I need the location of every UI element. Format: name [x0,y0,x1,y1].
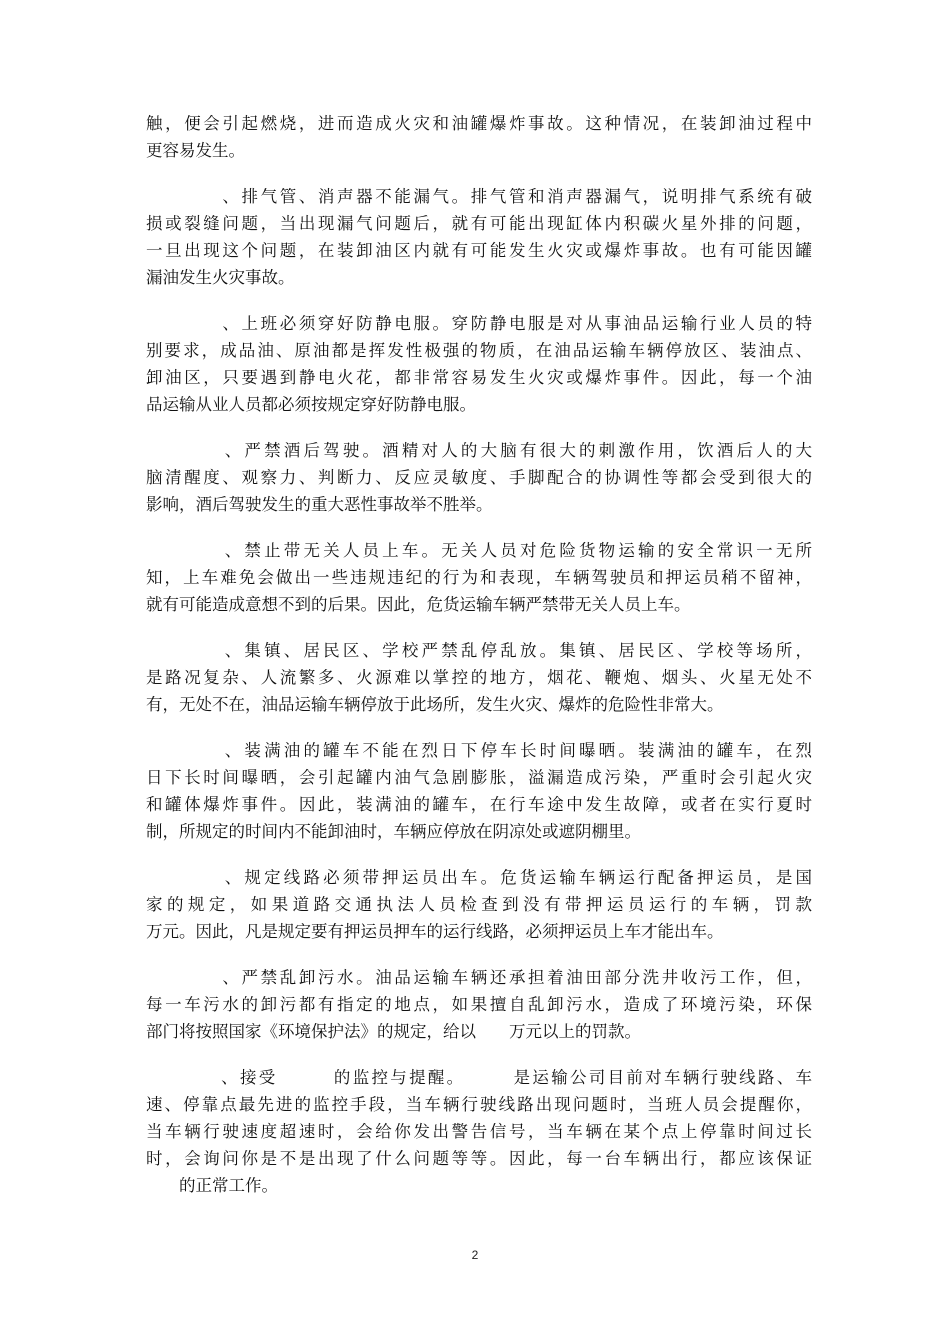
paragraph [146,1064,812,1199]
text-line: 、上班必须穿好防静电服。穿防静电服是对从事油品运输行业人员的特 [146,314,812,333]
text-line: 影响，酒后驾驶发生的重大恶性事故举不胜举。 [146,495,493,514]
text-line: 触，便会引起燃烧，进而造成火灾和油罐爆炸事故。这种情况，在装卸油过程中 [146,114,812,133]
text-line: 制，所规定的时间内不能卸油时，车辆应停放在阴凉处或遮阴棚里。 [146,822,641,841]
text-line: 一旦出现这个问题，在装卸油区内就有可能发生火灾或爆炸事故。也有可能因罐 [146,241,812,260]
text-line: 每一车污水的卸污都有指定的地点，如果擅自乱卸污水，造成了环境污染，环保 [146,995,812,1014]
text-line: 、集镇、居民区、学校严禁乱停乱放。集镇、居民区、学校等场所， [146,641,812,660]
paragraph [146,183,812,291]
text-line: 漏油发生火灾事故。 [146,268,295,287]
body-text [146,110,812,1218]
text-line: 日下长时间曝晒，会引起罐内油气急剧膨胀，溢漏造成污染，严重时会引起火灾 [146,768,812,787]
text-line: 、装满油的罐车不能在烈日下停车长时间曝晒。装满油的罐车，在烈 [146,741,812,760]
paragraph [146,437,812,518]
text-line: 部门将按照国家《环境保护法》的规定，给以 万元以上的罚款。 [146,1022,641,1041]
text-line: 有，无处不在，油品运输车辆停放于此场所，发生火灾、爆炸的危险性非常大。 [146,695,724,714]
text-line: 就有可能造成意想不到的后果。因此，危货运输车辆严禁带无关人员上车。 [146,595,691,614]
paragraph [146,637,812,718]
text-line: 家的规定，如果道路交通执法人员检查到没有带押运员运行的车辆，罚款 [146,895,812,914]
page-number: 2 [471,1248,479,1262]
text-line: 时，会询问你是不是出现了什么问题等等。因此，每一台车辆出行，都应该保证 [146,1149,812,1168]
text-line: 、接受 的监控与提醒。 是运输公司目前对车辆行驶线路、车 [146,1068,812,1087]
paragraph [146,737,812,845]
text-line: 和罐体爆炸事件。因此，装满油的罐车，在行车途中发生故障，或者在实行夏时 [146,795,812,814]
text-line: 是路况复杂、人流繁多、火源难以掌控的地方，烟花、鞭炮、烟头、火星无处不 [146,668,812,687]
text-line: 品运输从业人员都必须按规定穿好防静电服。 [146,395,476,414]
text-line: 、严禁酒后驾驶。酒精对人的大脑有很大的刺激作用，饮酒后人的大 [146,441,812,460]
text-line: 、禁止带无关人员上车。无关人员对危险货物运输的安全常识一无所 [146,541,812,560]
paragraph [146,864,812,945]
text-line: 别要求，成品油、原油都是挥发性极强的物质，在油品运输车辆停放区、装油点、 [146,341,812,360]
text-line: 的正常工作。 [146,1176,278,1195]
text-line: 更容易发生。 [146,141,245,160]
text-line: 万元。因此，凡是规定要有押运员押车的运行线路，必须押运员上车才能出车。 [146,922,724,941]
paragraph [146,110,812,164]
paragraph [146,537,812,618]
text-line: 卸油区，只要遇到静电火花，都非常容易发生火灾或爆炸事件。因此，每一个油 [146,368,812,387]
text-line: 、严禁乱卸污水。油品运输车辆还承担着油田部分洗井收污工作，但， [146,968,812,987]
text-line: 、排气管、消声器不能漏气。排气管和消声器漏气，说明排气系统有破 [146,187,812,206]
text-line: 脑清醒度、观察力、判断力、反应灵敏度、手脚配合的协调性等都会受到很大的 [146,468,812,487]
paragraph [146,310,812,418]
text-line: 损或裂缝问题，当出现漏气问题后，就有可能出现缸体内积碳火星外排的问题， [146,214,812,233]
text-line: 当车辆行驶速度超速时，会给你发出警告信号，当车辆在某个点上停靠时间过长 [146,1122,812,1141]
text-line: 、规定线路必须带押运员出车。危货运输车辆运行配备押运员，是国 [146,868,812,887]
paragraph [146,964,812,1045]
text-line: 速、停靠点最先进的监控手段，当车辆行驶线路出现问题时，当班人员会提醒你， [146,1095,812,1114]
text-line: 知，上车难免会做出一些违规违纪的行为和表现，车辆驾驶员和押运员稍不留神， [146,568,812,587]
